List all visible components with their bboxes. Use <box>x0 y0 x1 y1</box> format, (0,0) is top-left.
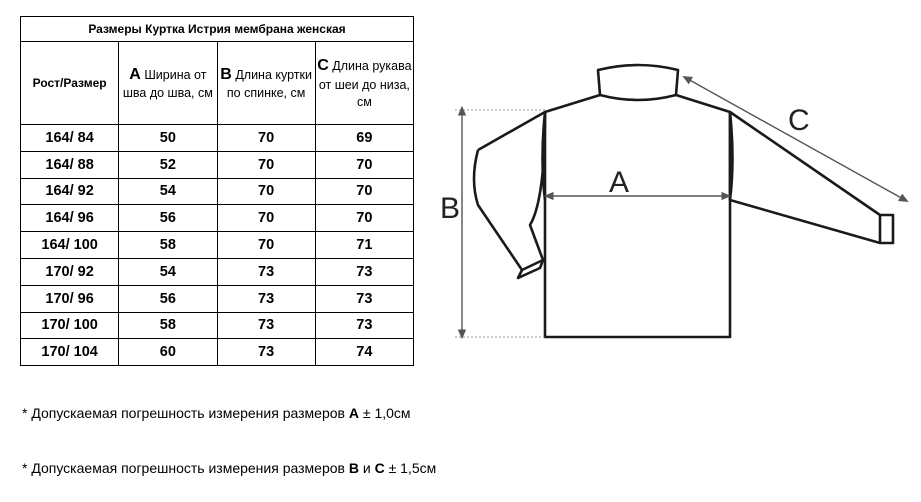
cell-width: 52 <box>119 151 217 178</box>
note-text: ± 1,5см <box>384 460 437 476</box>
table-row <box>21 151 414 178</box>
size-table <box>20 16 414 366</box>
cell-length: 70 <box>217 205 315 232</box>
cell-sleeve: 71 <box>315 232 413 259</box>
cell-size: 164/ 84 <box>21 125 119 152</box>
cell-sleeve: 74 <box>315 339 413 366</box>
cell-width: 56 <box>119 205 217 232</box>
label-b: B <box>440 192 461 225</box>
header-length-b <box>217 42 315 125</box>
table-row <box>21 232 414 259</box>
header-text-a: Ширина от шва до шва, см <box>122 67 213 101</box>
cell-size: 170/ 104 <box>21 339 119 366</box>
table-row <box>21 285 414 312</box>
table-title: Размеры Куртка Истрия мембрана женская <box>21 17 414 42</box>
cell-length: 70 <box>217 151 315 178</box>
cell-sleeve: 73 <box>315 312 413 339</box>
note-text: и <box>358 460 375 476</box>
measure-c-line <box>686 78 905 200</box>
cell-length: 70 <box>217 125 315 152</box>
cell-length: 73 <box>217 339 315 366</box>
cell-length: 70 <box>217 178 315 205</box>
table-row <box>21 125 414 152</box>
header-sleeve-c <box>315 42 413 125</box>
cell-width: 54 <box>119 178 217 205</box>
cell-length: 73 <box>217 312 315 339</box>
note-text: * Допускаемая погрешность измерения размеров <box>22 460 349 476</box>
header-width-a <box>119 42 217 125</box>
tolerance-note-bc <box>22 460 436 476</box>
note-text: * Допускаемая погрешность измерения размеров <box>22 405 349 421</box>
note-letter: В <box>348 460 359 476</box>
table-row <box>21 178 414 205</box>
cell-size: 164/ 88 <box>21 151 119 178</box>
cell-sleeve: 70 <box>315 151 413 178</box>
cell-size: 170/ 92 <box>21 258 119 285</box>
cell-sleeve: 73 <box>315 285 413 312</box>
table-row <box>21 339 414 366</box>
cell-width: 58 <box>119 232 217 259</box>
label-a: A <box>609 166 630 199</box>
table-row <box>21 205 414 232</box>
cell-size: 164/ 92 <box>21 178 119 205</box>
header-text-c: Длина рукава от шеи до низа, см <box>318 59 412 109</box>
cell-length: 70 <box>217 232 315 259</box>
cell-sleeve: 69 <box>315 125 413 152</box>
cell-sleeve: 73 <box>315 258 413 285</box>
header-height-size: Рост/Размер <box>21 42 119 125</box>
cell-width: 60 <box>119 339 217 366</box>
cell-width: 54 <box>119 258 217 285</box>
jacket-diagram <box>430 55 910 355</box>
cell-size: 170/ 100 <box>21 312 119 339</box>
cell-size: 170/ 96 <box>21 285 119 312</box>
header-letter-a: А <box>129 65 141 83</box>
header-letter-b: В <box>220 65 232 83</box>
cell-width: 58 <box>119 312 217 339</box>
header-letter-c: С <box>317 57 329 75</box>
cell-width: 56 <box>119 285 217 312</box>
note-letter: А <box>348 405 359 421</box>
table-row <box>21 258 414 285</box>
jacket-outline <box>474 65 893 337</box>
cell-size: 164/ 96 <box>21 205 119 232</box>
header-text-b: Длина куртки по спинке, см <box>226 67 312 101</box>
cell-sleeve: 70 <box>315 178 413 205</box>
cell-width: 50 <box>119 125 217 152</box>
note-text: ± 1,0см <box>358 405 411 421</box>
table-row <box>21 312 414 339</box>
cell-length: 73 <box>217 285 315 312</box>
note-letter: С <box>374 460 385 476</box>
cell-sleeve: 70 <box>315 205 413 232</box>
tolerance-note-a <box>22 405 411 421</box>
cell-length: 73 <box>217 258 315 285</box>
cell-size: 164/ 100 <box>21 232 119 259</box>
label-c: C <box>788 104 810 137</box>
